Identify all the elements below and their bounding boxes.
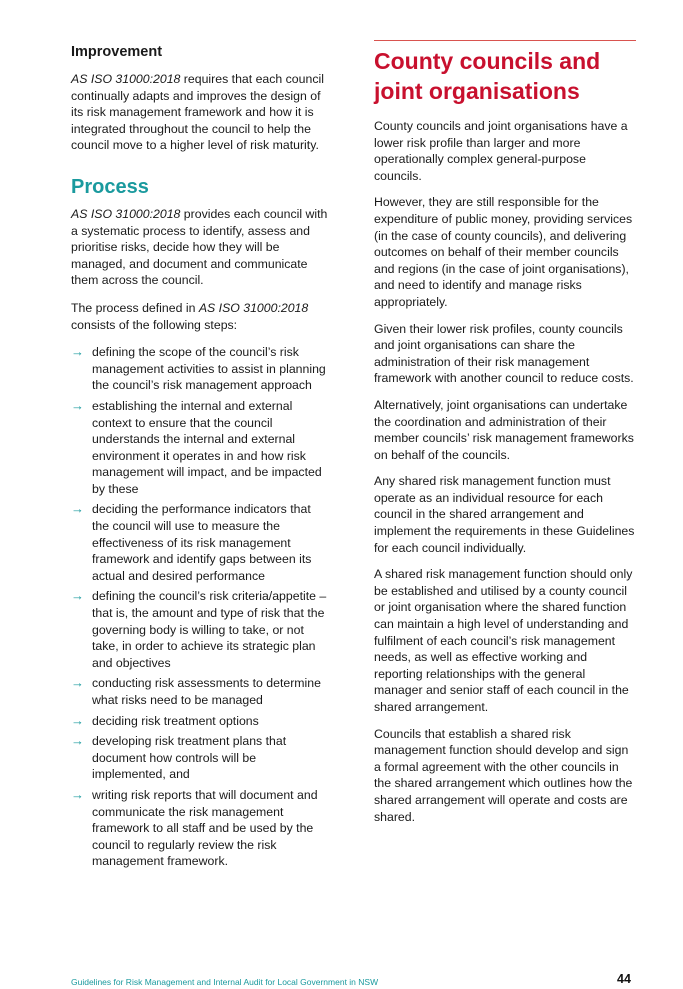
step-text: conducting risk assessments to determine what risks need to be managed [92, 676, 321, 707]
step-text: deciding the performance indicators that the council will use to measure the effectiveness of its risk management framework and identify gaps between its actual and desired performance [92, 502, 312, 583]
list-item [71, 713, 329, 730]
step-text: defining the scope of the council’s risk management activities to assist in planning the council’s risk management approach [92, 345, 326, 393]
list-item [71, 787, 329, 870]
right-column [374, 40, 636, 835]
step-text: establishing the internal and external context to ensure that the council understands the internal and external environment it operates in and how risk management will impact, and be impacted by these [92, 398, 322, 496]
arrow-right-icon: → [71, 786, 84, 802]
step-text: defining the council’s risk criteria/appetite – that is, the amount and type of risk that the governing body is willing to take, or not take, in order to achieve its strategic plan and objectives [92, 589, 327, 670]
arrow-right-icon: → [71, 344, 84, 360]
arrow-right-icon: → [71, 733, 84, 749]
left-column [71, 42, 329, 874]
standard-reference: AS ISO 31000:2018 [71, 206, 181, 221]
arrow-right-icon: → [71, 588, 84, 604]
paragraph: Given their lower risk profiles, county councils and joint organisations can share the administration of their risk management framework with another council to reduce costs. [374, 321, 634, 386]
paragraph: A shared risk management function should only be established and utilised by a county council or joint organisation where the shared function can maintain a high level of understanding and fulfilment of each council’s risk management needs, as well as effective working and reporting relationships with the general manager and senior staff of each council in the shared arrangement. [374, 567, 633, 714]
list-item [71, 398, 329, 498]
defined-pre: The process defined in [71, 300, 199, 315]
list-item [71, 344, 329, 394]
improvement-heading: Improvement [71, 44, 163, 60]
list-item [71, 675, 329, 708]
arrow-right-icon: → [71, 675, 84, 691]
process-steps-list [71, 344, 329, 870]
improvement-paragraph [71, 71, 329, 154]
defined-post: consists of the following steps: [71, 317, 238, 332]
paragraph: County councils and joint organisations have a lower risk profile than larger and more operationally complex general-purpose councils. [374, 119, 628, 183]
process-heading: Process [71, 175, 149, 198]
step-text: writing risk reports that will document and communicate the risk management framework to all staff and be used by the council to regularly review the risk management framework. [92, 787, 318, 869]
process-text: provides each council with a systematic process to identify, assess and prioritise risks, decide how they will be managed, and document and communicate them across the council. [71, 206, 328, 288]
arrow-right-icon: → [71, 397, 84, 413]
list-item [71, 588, 329, 671]
process-paragraph [71, 206, 329, 289]
standard-reference: AS ISO 31000:2018 [71, 72, 181, 86]
footer-title: Guidelines for Risk Management and Internal Audit for Local Government in NSW [71, 977, 379, 987]
paragraph: Alternatively, joint organisations can undertake the coordination and administration of their member councils’ risk management frameworks on behalf of the councils. [374, 397, 634, 462]
paragraph: However, they are still responsible for the expenditure of public money, providing services (in the case of county councils), and delivering outcomes on behalf of their member councils and regions (in the case of joint organisations), and need to identify and manage risks appropriately. [374, 195, 633, 309]
improvement-text: requires that each council continually adapts and improves the design of its risk management framework and how it is integrated throughout the council to help the council move to a higher level of risk maturity. [71, 72, 324, 153]
step-text: developing risk treatment plans that document how controls will be implemented, and [92, 734, 287, 782]
list-item [71, 501, 329, 584]
step-text: deciding risk treatment options [92, 713, 259, 728]
list-item [71, 733, 329, 783]
paragraph: Any shared risk management function must operate as an individual resource for each council in the shared arrangement and implement the requirements in these Guidelines for each council individually. [374, 474, 635, 555]
county-councils-heading: County councils and joint organisations [374, 48, 601, 104]
arrow-right-icon: → [71, 712, 84, 728]
defined-paragraph [71, 300, 329, 333]
section-divider [374, 40, 636, 41]
paragraph: Councils that establish a shared risk management function should develop and sign a formal agreement with the other councils in the shared arrangement which outlines how the shared arrangement will operate and costs are shared. [374, 726, 633, 824]
page-number: 44 [617, 972, 631, 986]
arrow-right-icon: → [71, 501, 84, 517]
standard-reference: AS ISO 31000:2018 [198, 300, 309, 315]
